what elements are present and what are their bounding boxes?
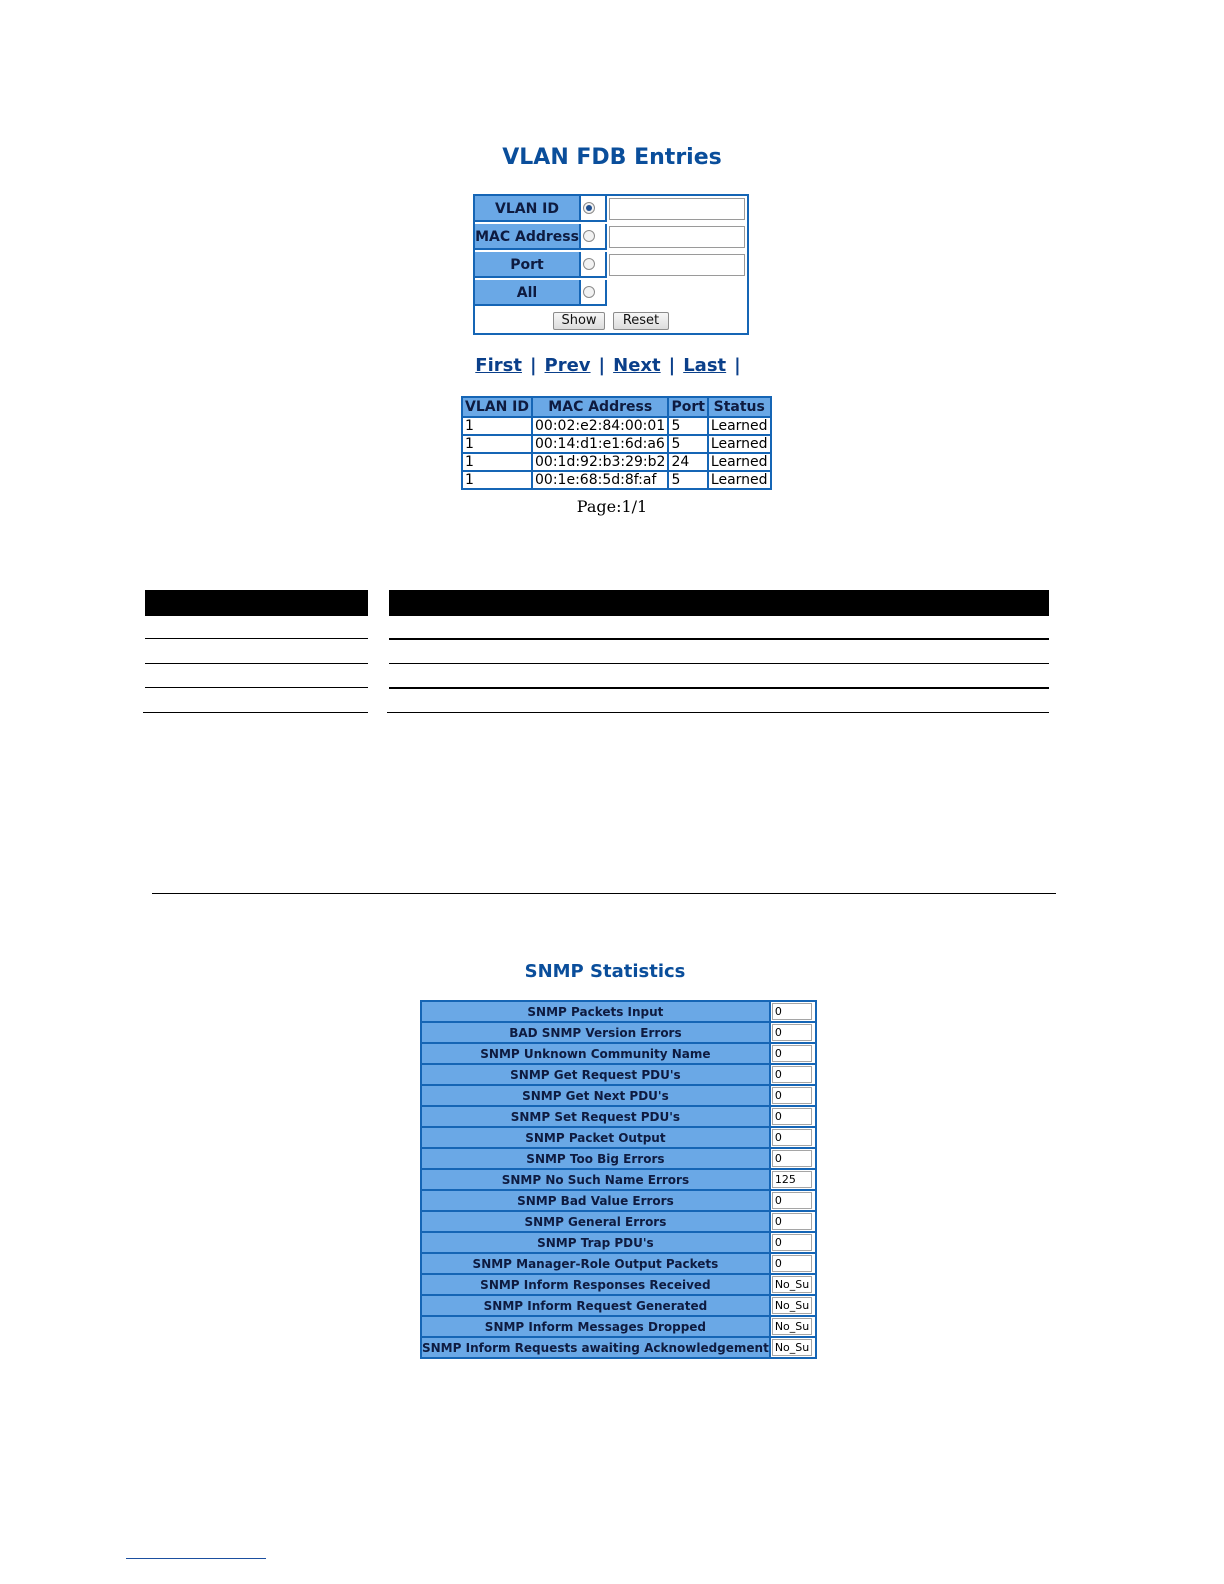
snmp-stat-cell xyxy=(770,1169,816,1190)
radio-port[interactable] xyxy=(583,258,595,270)
cell-vlan-id: 1 xyxy=(462,453,532,471)
snmp-stat-label: SNMP Too Big Errors xyxy=(421,1148,770,1169)
snmp-statistics-table xyxy=(420,1000,817,1359)
table-row xyxy=(421,1043,816,1064)
table-row xyxy=(421,1106,816,1127)
snmp-stat-value: 0 xyxy=(772,1045,812,1062)
port-input[interactable] xyxy=(609,254,745,276)
reset-button[interactable]: Reset xyxy=(613,312,669,330)
table-row xyxy=(462,435,771,453)
description-table-rule xyxy=(387,712,1049,713)
filter-row-port xyxy=(475,252,747,278)
pager xyxy=(0,355,1224,376)
radio-mac-address[interactable] xyxy=(583,230,595,242)
snmp-stat-cell xyxy=(770,1253,816,1274)
description-table-rule xyxy=(143,712,368,713)
col-status: Status xyxy=(708,397,771,417)
pager-next-link[interactable]: Next xyxy=(613,355,661,376)
cell-vlan-id: 1 xyxy=(462,435,532,453)
snmp-stat-cell xyxy=(770,1211,816,1232)
table-row xyxy=(421,1148,816,1169)
table-row xyxy=(421,1232,816,1253)
snmp-stat-cell xyxy=(770,1127,816,1148)
snmp-stat-value: 125 xyxy=(772,1171,812,1188)
col-mac-address: MAC Address xyxy=(532,397,668,417)
filter-row-vlan-id xyxy=(475,196,747,222)
snmp-stat-value: 0 xyxy=(772,1192,812,1209)
snmp-stat-label: SNMP Packet Output xyxy=(421,1127,770,1148)
table-row xyxy=(421,1253,816,1274)
table-row xyxy=(421,1001,816,1022)
snmp-stat-value: 0 xyxy=(772,1234,812,1251)
snmp-stat-cell xyxy=(770,1316,816,1337)
snmp-stat-cell xyxy=(770,1085,816,1106)
snmp-stat-cell xyxy=(770,1022,816,1043)
vlan-id-input[interactable] xyxy=(609,198,745,220)
filter-label-vlan-id: VLAN ID xyxy=(475,196,581,222)
snmp-stat-value: No_Su xyxy=(772,1339,812,1356)
cell-status: Learned xyxy=(708,417,771,435)
snmp-stat-value: 0 xyxy=(772,1129,812,1146)
page-indicator: Page:1/1 xyxy=(576,497,648,516)
snmp-stat-cell xyxy=(770,1043,816,1064)
snmp-stat-cell xyxy=(770,1001,816,1022)
filter-label-mac-address: MAC Address xyxy=(475,224,581,250)
snmp-stat-label: SNMP Get Next PDU's xyxy=(421,1085,770,1106)
table-row xyxy=(421,1085,816,1106)
cell-mac-address: 00:14:d1:e1:6d:a6 xyxy=(532,435,668,453)
table-row xyxy=(462,471,771,489)
description-table-rule xyxy=(145,663,368,664)
snmp-stat-value: 0 xyxy=(772,1213,812,1230)
snmp-stat-label: SNMP Inform Messages Dropped xyxy=(421,1316,770,1337)
table-row xyxy=(421,1127,816,1148)
snmp-stat-label: SNMP Inform Request Generated xyxy=(421,1295,770,1316)
snmp-stat-cell xyxy=(770,1190,816,1211)
filter-label-port: Port xyxy=(475,252,581,278)
snmp-stat-label: SNMP Get Request PDU's xyxy=(421,1064,770,1085)
snmp-stat-value: 0 xyxy=(772,1108,812,1125)
snmp-stat-label: BAD SNMP Version Errors xyxy=(421,1022,770,1043)
filter-row-mac-address xyxy=(475,224,747,250)
cell-vlan-id: 1 xyxy=(462,471,532,489)
description-table-rule xyxy=(389,638,1049,640)
cell-status: Learned xyxy=(708,453,771,471)
pager-separator: | xyxy=(598,355,606,376)
table-row xyxy=(421,1295,816,1316)
cell-port: 24 xyxy=(668,453,707,471)
snmp-stat-cell xyxy=(770,1337,816,1358)
cell-port: 5 xyxy=(668,417,707,435)
table-row xyxy=(421,1211,816,1232)
cell-vlan-id: 1 xyxy=(462,417,532,435)
fdb-table xyxy=(461,396,772,490)
snmp-stat-cell xyxy=(770,1064,816,1085)
col-port: Port xyxy=(668,397,707,417)
snmp-stat-label: SNMP Bad Value Errors xyxy=(421,1190,770,1211)
radio-all[interactable] xyxy=(583,286,595,298)
table-row xyxy=(421,1274,816,1295)
cell-port: 5 xyxy=(668,471,707,489)
filter-row-all xyxy=(475,280,747,306)
table-row xyxy=(421,1022,816,1043)
snmp-stat-label: SNMP Manager-Role Output Packets xyxy=(421,1253,770,1274)
cell-port: 5 xyxy=(668,435,707,453)
snmp-stat-label: SNMP General Errors xyxy=(421,1211,770,1232)
snmp-stat-value: 0 xyxy=(772,1024,812,1041)
snmp-stat-value: 0 xyxy=(772,1255,812,1272)
snmp-stat-label: SNMP No Such Name Errors xyxy=(421,1169,770,1190)
description-table-rule xyxy=(145,687,368,688)
table-row xyxy=(421,1064,816,1085)
table-row xyxy=(462,417,771,435)
snmp-stat-label: SNMP Unknown Community Name xyxy=(421,1043,770,1064)
snmp-stat-cell xyxy=(770,1106,816,1127)
snmp-stat-value: No_Su xyxy=(772,1276,812,1293)
snmp-stat-value: 0 xyxy=(772,1003,812,1020)
snmp-stat-label: SNMP Trap PDU's xyxy=(421,1232,770,1253)
fdb-title: VLAN FDB Entries xyxy=(502,145,722,170)
cell-status: Learned xyxy=(708,471,771,489)
snmp-stat-label: SNMP Set Request PDU's xyxy=(421,1106,770,1127)
snmp-stat-value: 0 xyxy=(772,1087,812,1104)
table-row xyxy=(421,1190,816,1211)
snmp-stat-label: SNMP Inform Requests awaiting Acknowledgement xyxy=(421,1337,770,1358)
fdb-filter-form xyxy=(473,194,749,335)
col-vlan-id: VLAN ID xyxy=(462,397,532,417)
snmp-stat-cell xyxy=(770,1295,816,1316)
snmp-stat-value: 0 xyxy=(772,1066,812,1083)
section-divider xyxy=(152,893,1056,894)
table-row xyxy=(421,1337,816,1358)
snmp-stat-label: SNMP Packets Input xyxy=(421,1001,770,1022)
mac-address-input[interactable] xyxy=(609,226,745,248)
snmp-stat-cell xyxy=(770,1148,816,1169)
pager-first-link[interactable]: First xyxy=(475,355,522,376)
footnote-rule xyxy=(126,1558,266,1559)
cell-mac-address: 00:1e:68:5d:8f:af xyxy=(532,471,668,489)
pager-prev-link[interactable]: Prev xyxy=(544,355,591,376)
pager-separator: | xyxy=(668,355,676,376)
snmp-stat-value: No_Su xyxy=(772,1318,812,1335)
filter-label-all: All xyxy=(475,280,581,306)
snmp-stat-cell xyxy=(770,1232,816,1253)
table-row xyxy=(462,453,771,471)
description-table-rule xyxy=(389,687,1049,689)
snmp-stat-cell xyxy=(770,1274,816,1295)
description-table-header-right xyxy=(389,590,1049,616)
cell-mac-address: 00:02:e2:84:00:01 xyxy=(532,417,668,435)
table-row xyxy=(421,1316,816,1337)
description-table-header-left xyxy=(145,590,368,616)
description-table-rule xyxy=(145,638,368,639)
cell-status: Learned xyxy=(708,435,771,453)
pager-last-link[interactable]: Last xyxy=(683,355,727,376)
show-button[interactable]: Show xyxy=(553,312,605,330)
table-row xyxy=(421,1169,816,1190)
snmp-stat-value: 0 xyxy=(772,1150,812,1167)
snmp-stat-label: SNMP Inform Responses Received xyxy=(421,1274,770,1295)
snmp-title: SNMP Statistics xyxy=(524,961,686,982)
pager-separator: | xyxy=(734,355,741,376)
snmp-stat-value: No_Su xyxy=(772,1297,812,1314)
fdb-table-header xyxy=(462,397,771,417)
pager-separator: | xyxy=(529,355,537,376)
radio-vlan-id[interactable] xyxy=(583,202,595,214)
description-table-rule xyxy=(389,663,1049,664)
cell-mac-address: 00:1d:92:b3:29:b2 xyxy=(532,453,668,471)
